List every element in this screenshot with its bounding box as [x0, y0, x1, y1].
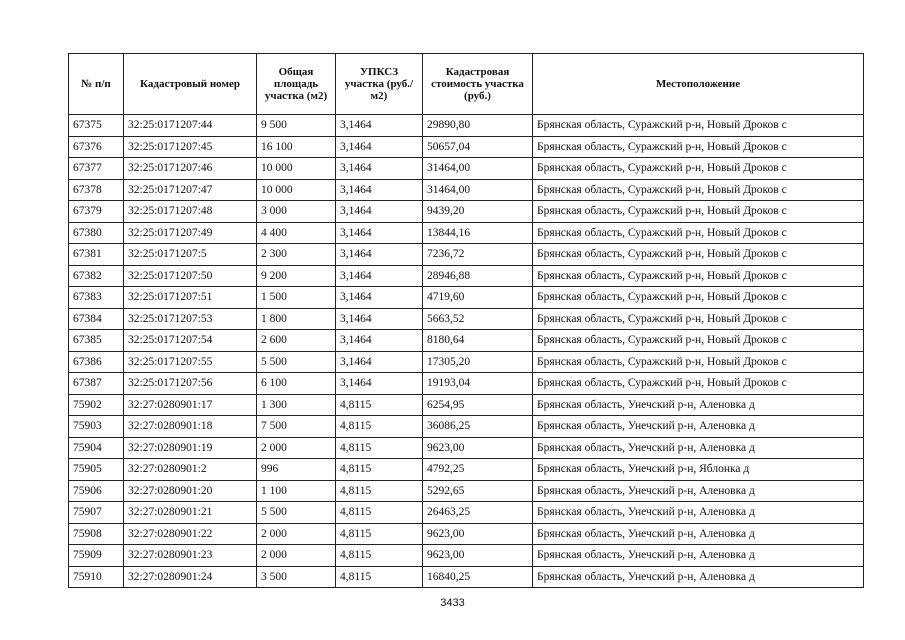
table-row [69, 373, 864, 395]
cell-area: 996 [257, 459, 336, 481]
cell-cadastral-value: 5292,65 [423, 480, 533, 502]
cell-index: 75906 [69, 480, 124, 502]
cell-upksz: 3,1464 [336, 158, 423, 180]
cell-cadastral-number: 32:25:0171207:53 [124, 308, 257, 330]
cell-area: 1 500 [257, 287, 336, 309]
cell-area: 10 000 [257, 179, 336, 201]
table-body [69, 115, 864, 588]
cell-index: 75910 [69, 566, 124, 588]
cell-area: 10 000 [257, 158, 336, 180]
table-row [69, 136, 864, 158]
cell-cadastral-value: 13844,16 [423, 222, 533, 244]
cell-location: Брянская область, Унечский р-н, Аленовка д [533, 566, 864, 588]
cell-cadastral-number: 32:25:0171207:47 [124, 179, 257, 201]
cell-location: Брянская область, Унечский р-н, Аленовка д [533, 523, 864, 545]
header-area: Общая площадь участка (м2) [257, 54, 336, 115]
header-upksz: УПКСЗ участка (руб./м2) [336, 54, 423, 115]
cell-cadastral-number: 32:25:0171207:56 [124, 373, 257, 395]
cell-location: Брянская область, Унечский р-н, Аленовка д [533, 437, 864, 459]
cell-cadastral-number: 32:25:0171207:48 [124, 201, 257, 223]
cell-cadastral-value: 17305,20 [423, 351, 533, 373]
cell-area: 9 500 [257, 115, 336, 137]
cell-cadastral-value: 31464,00 [423, 158, 533, 180]
cell-location: Брянская область, Унечский р-н, Аленовка д [533, 416, 864, 438]
table-row [69, 244, 864, 266]
cell-cadastral-number: 32:25:0171207:51 [124, 287, 257, 309]
table-row [69, 351, 864, 373]
cell-upksz: 4,8115 [336, 480, 423, 502]
cell-index: 67383 [69, 287, 124, 309]
table-row [69, 115, 864, 137]
cell-index: 67385 [69, 330, 124, 352]
cell-index: 75904 [69, 437, 124, 459]
cell-area: 2 000 [257, 523, 336, 545]
cell-index: 75908 [69, 523, 124, 545]
cell-cadastral-value: 19193,04 [423, 373, 533, 395]
cell-area: 2 300 [257, 244, 336, 266]
cell-cadastral-value: 7236,72 [423, 244, 533, 266]
table-row [69, 437, 864, 459]
cell-location: Брянская область, Суражский р-н, Новый Дроков с [533, 244, 864, 266]
cell-upksz: 3,1464 [336, 222, 423, 244]
cell-location: Брянская область, Суражский р-н, Новый Дроков с [533, 115, 864, 137]
cell-upksz: 4,8115 [336, 545, 423, 567]
cell-cadastral-number: 32:27:0280901:17 [124, 394, 257, 416]
cell-upksz: 4,8115 [336, 394, 423, 416]
cell-location: Брянская область, Унечский р-н, Яблонка д [533, 459, 864, 481]
cell-cadastral-value: 28946,88 [423, 265, 533, 287]
table-row [69, 308, 864, 330]
cell-area: 4 400 [257, 222, 336, 244]
cell-index: 67381 [69, 244, 124, 266]
cell-cadastral-number: 32:25:0171207:55 [124, 351, 257, 373]
table-row [69, 566, 864, 588]
cell-cadastral-number: 32:25:0171207:50 [124, 265, 257, 287]
table-row [69, 502, 864, 524]
cell-index: 67380 [69, 222, 124, 244]
cell-location: Брянская область, Суражский р-н, Новый Дроков с [533, 373, 864, 395]
header-index: № п/п [69, 54, 124, 115]
header-location: Местоположение [533, 54, 864, 115]
cell-cadastral-number: 32:27:0280901:20 [124, 480, 257, 502]
table-row [69, 287, 864, 309]
cell-area: 6 100 [257, 373, 336, 395]
cell-location: Брянская область, Суражский р-н, Новый Дроков с [533, 222, 864, 244]
cell-location: Брянская область, Унечский р-н, Аленовка д [533, 394, 864, 416]
cell-location: Брянская область, Суражский р-н, Новый Дроков с [533, 287, 864, 309]
cell-area: 5 500 [257, 502, 336, 524]
cell-cadastral-value: 36086,25 [423, 416, 533, 438]
cell-area: 9 200 [257, 265, 336, 287]
cell-location: Брянская область, Суражский р-н, Новый Дроков с [533, 136, 864, 158]
cell-index: 67378 [69, 179, 124, 201]
cell-cadastral-number: 32:27:0280901:24 [124, 566, 257, 588]
cell-location: Брянская область, Суражский р-н, Новый Дроков с [533, 265, 864, 287]
cell-location: Брянская область, Унечский р-н, Аленовка д [533, 502, 864, 524]
cell-upksz: 3,1464 [336, 179, 423, 201]
cell-cadastral-value: 50657,04 [423, 136, 533, 158]
cell-upksz: 3,1464 [336, 136, 423, 158]
cell-upksz: 4,8115 [336, 437, 423, 459]
cell-upksz: 3,1464 [336, 373, 423, 395]
cell-index: 67376 [69, 136, 124, 158]
cell-cadastral-value: 16840,25 [423, 566, 533, 588]
cell-index: 67384 [69, 308, 124, 330]
cell-index: 67375 [69, 115, 124, 137]
table-row [69, 416, 864, 438]
cell-upksz: 3,1464 [336, 115, 423, 137]
cell-area: 1 800 [257, 308, 336, 330]
cell-upksz: 4,8115 [336, 416, 423, 438]
header-cadastral-value: Кадастровая стоимость участка (руб.) [423, 54, 533, 115]
cell-cadastral-value: 29890,80 [423, 115, 533, 137]
cell-cadastral-number: 32:25:0171207:44 [124, 115, 257, 137]
cell-cadastral-value: 8180,64 [423, 330, 533, 352]
cell-cadastral-number: 32:27:0280901:19 [124, 437, 257, 459]
cell-index: 67379 [69, 201, 124, 223]
cell-index: 67386 [69, 351, 124, 373]
cell-cadastral-value: 4792,25 [423, 459, 533, 481]
cell-area: 7 500 [257, 416, 336, 438]
cell-upksz: 4,8115 [336, 459, 423, 481]
cell-cadastral-number: 32:27:0280901:2 [124, 459, 257, 481]
cell-area: 3 500 [257, 566, 336, 588]
cell-cadastral-number: 32:25:0171207:45 [124, 136, 257, 158]
cell-upksz: 3,1464 [336, 308, 423, 330]
cell-cadastral-number: 32:25:0171207:54 [124, 330, 257, 352]
cell-cadastral-number: 32:25:0171207:49 [124, 222, 257, 244]
cell-location: Брянская область, Унечский р-н, Аленовка д [533, 545, 864, 567]
cell-index: 75903 [69, 416, 124, 438]
cell-cadastral-number: 32:27:0280901:21 [124, 502, 257, 524]
cell-cadastral-value: 4719,60 [423, 287, 533, 309]
cell-index: 67382 [69, 265, 124, 287]
table-row [69, 222, 864, 244]
cadastral-value-table [68, 53, 864, 588]
table-row [69, 523, 864, 545]
cell-index: 75907 [69, 502, 124, 524]
cell-area: 3 000 [257, 201, 336, 223]
cell-upksz: 3,1464 [336, 201, 423, 223]
cell-location: Брянская область, Суражский р-н, Новый Дроков с [533, 179, 864, 201]
cell-location: Брянская область, Суражский р-н, Новый Дроков с [533, 308, 864, 330]
table-row [69, 459, 864, 481]
cell-cadastral-value: 9623,00 [423, 545, 533, 567]
cell-cadastral-value: 31464,00 [423, 179, 533, 201]
cell-cadastral-number: 32:25:0171207:46 [124, 158, 257, 180]
table-row [69, 179, 864, 201]
table-row [69, 330, 864, 352]
table-row [69, 265, 864, 287]
cell-cadastral-number: 32:25:0171207:5 [124, 244, 257, 266]
table-row [69, 158, 864, 180]
table-row [69, 394, 864, 416]
cell-cadastral-number: 32:27:0280901:23 [124, 545, 257, 567]
cell-index: 75909 [69, 545, 124, 567]
cell-upksz: 3,1464 [336, 265, 423, 287]
table-row [69, 480, 864, 502]
cell-upksz: 4,8115 [336, 566, 423, 588]
cell-upksz: 4,8115 [336, 502, 423, 524]
cell-location: Брянская область, Суражский р-н, Новый Дроков с [533, 330, 864, 352]
cell-cadastral-value: 5663,52 [423, 308, 533, 330]
cell-index: 67387 [69, 373, 124, 395]
header-cadastral-number: Кадастровый номер [124, 54, 257, 115]
cell-cadastral-value: 9623,00 [423, 437, 533, 459]
cell-upksz: 3,1464 [336, 351, 423, 373]
header-row [69, 54, 864, 115]
cell-area: 2 600 [257, 330, 336, 352]
cell-cadastral-number: 32:27:0280901:22 [124, 523, 257, 545]
cell-location: Брянская область, Суражский р-н, Новый Дроков с [533, 351, 864, 373]
cell-upksz: 4,8115 [336, 523, 423, 545]
cell-cadastral-value: 9623,00 [423, 523, 533, 545]
cell-cadastral-value: 26463,25 [423, 502, 533, 524]
table-row [69, 201, 864, 223]
cell-upksz: 3,1464 [336, 287, 423, 309]
cell-cadastral-value: 6254,95 [423, 394, 533, 416]
cell-area: 2 000 [257, 437, 336, 459]
cell-cadastral-number: 32:27:0280901:18 [124, 416, 257, 438]
cell-location: Брянская область, Суражский р-н, Новый Дроков с [533, 201, 864, 223]
page-number: 3433 [440, 597, 465, 609]
cell-area: 1 100 [257, 480, 336, 502]
cell-area: 2 000 [257, 545, 336, 567]
cell-area: 5 500 [257, 351, 336, 373]
cell-upksz: 3,1464 [336, 330, 423, 352]
cell-index: 75905 [69, 459, 124, 481]
cell-area: 16 100 [257, 136, 336, 158]
cell-cadastral-value: 9439,20 [423, 201, 533, 223]
cell-area: 1 300 [257, 394, 336, 416]
table-header [69, 54, 864, 115]
cell-index: 75902 [69, 394, 124, 416]
table-row [69, 545, 864, 567]
cell-index: 67377 [69, 158, 124, 180]
cell-location: Брянская область, Суражский р-н, Новый Дроков с [533, 158, 864, 180]
cell-location: Брянская область, Унечский р-н, Аленовка д [533, 480, 864, 502]
cell-upksz: 3,1464 [336, 244, 423, 266]
